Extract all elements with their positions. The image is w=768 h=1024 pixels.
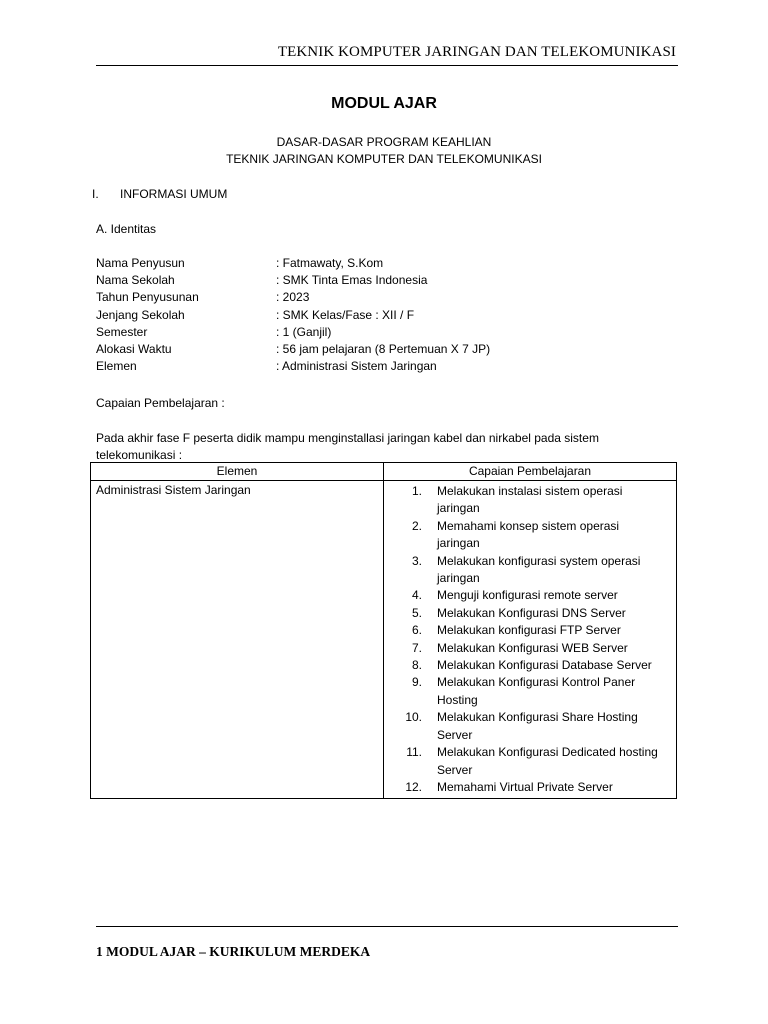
identitas-row bbox=[96, 359, 596, 376]
list-item bbox=[389, 657, 671, 674]
list-item-text: Melakukan Konfigurasi Share Hosting Server bbox=[437, 710, 638, 742]
page-header-title: TEKNIK KOMPUTER JARINGAN DAN TELEKOMUNIKASI bbox=[277, 44, 676, 60]
identitas-label: Nama Penyusun bbox=[96, 256, 185, 270]
identitas-heading: A. Identitas bbox=[96, 222, 157, 236]
identitas-value: : Administrasi Sistem Jaringan bbox=[276, 359, 437, 374]
list-item-text: Menguji konfigurasi remote server bbox=[437, 588, 618, 603]
capaian-intro: Pada akhir fase F peserta didik mampu menginstallasi jaringan kabel dan nirkabel pada sistem telekomunikasi : bbox=[96, 431, 599, 462]
list-item-number: 8. bbox=[411, 658, 422, 673]
list-item bbox=[389, 605, 671, 622]
identitas-value: : SMK Tinta Emas Indonesia bbox=[276, 273, 428, 288]
list-item-text: Melakukan konfigurasi system operasi jaringan bbox=[437, 553, 641, 586]
list-item bbox=[389, 640, 671, 657]
document-subtitle-line-1: DASAR-DASAR PROGRAM KEAHLIAN bbox=[276, 135, 492, 149]
section-title: INFORMASI UMUM bbox=[120, 187, 228, 201]
list-item-number: 12. bbox=[405, 779, 422, 794]
list-item bbox=[389, 553, 671, 588]
table-header-row bbox=[91, 463, 677, 481]
identitas-label: Nama Sekolah bbox=[96, 273, 175, 288]
list-item-text: Memahami konsep sistem operasi jaringan bbox=[437, 518, 620, 551]
list-item-number: 2. bbox=[411, 518, 422, 533]
list-item-number: 6. bbox=[411, 623, 422, 638]
list-item bbox=[389, 587, 671, 604]
identitas-row bbox=[96, 273, 596, 290]
footer-divider bbox=[96, 926, 678, 927]
list-item bbox=[389, 674, 671, 709]
list-item-number: 3. bbox=[411, 553, 422, 568]
list-item-text: Memahami Virtual Private Server bbox=[437, 779, 613, 794]
identitas-label: Elemen bbox=[96, 359, 137, 374]
list-item-text: Melakukan Konfigurasi Dedicated hosting Server bbox=[437, 745, 658, 777]
list-item bbox=[389, 518, 671, 553]
section-number: I. bbox=[92, 187, 99, 201]
list-item-text: Melakukan Konfigurasi Kontrol Paner Hosting bbox=[437, 675, 636, 707]
list-item bbox=[389, 483, 671, 518]
document-title: MODUL AJAR bbox=[331, 95, 437, 112]
identitas-label: Alokasi Waktu bbox=[96, 342, 172, 356]
identitas-value: : 2023 bbox=[276, 290, 310, 305]
identitas-row bbox=[96, 342, 596, 359]
capaian-table bbox=[90, 462, 677, 799]
identitas-label: Jenjang Sekolah bbox=[96, 307, 185, 322]
document-subtitle-line-2: TEKNIK JARINGAN KOMPUTER DAN TELEKOMUNIKASI bbox=[226, 152, 542, 166]
table-cell-capaian bbox=[384, 481, 677, 799]
identitas-value: : Fatmawaty, S.Kom bbox=[276, 256, 384, 270]
page-footer: 1 MODUL AJAR – KURIKULUM MERDEKA bbox=[96, 944, 371, 959]
table-header-capaian: Capaian Pembelajaran bbox=[384, 463, 677, 481]
header-divider bbox=[96, 65, 678, 66]
list-item bbox=[389, 709, 671, 744]
identitas-row bbox=[96, 256, 596, 273]
list-item-number: 10. bbox=[405, 710, 422, 725]
list-item-number: 4. bbox=[411, 588, 422, 603]
table-row bbox=[91, 481, 677, 799]
list-item-number: 1. bbox=[411, 484, 422, 498]
list-item-text: Melakukan Konfigurasi Database Server bbox=[437, 658, 652, 673]
list-item-number: 5. bbox=[411, 605, 422, 620]
list-item-text: Melakukan Konfigurasi WEB Server bbox=[437, 640, 628, 655]
capaian-heading: Capaian Pembelajaran : bbox=[96, 396, 225, 410]
table-header-elemen: Elemen bbox=[91, 463, 384, 481]
identitas-row bbox=[96, 308, 596, 325]
list-item-text: Melakukan Konfigurasi DNS Server bbox=[437, 605, 626, 620]
list-item bbox=[389, 744, 671, 779]
list-item-number: 7. bbox=[411, 640, 422, 655]
identitas-value: : 1 (Ganjil) bbox=[276, 324, 332, 339]
identitas-value: : SMK Kelas/Fase : XII / F bbox=[276, 307, 415, 322]
identitas-label: Semester bbox=[96, 324, 148, 339]
identitas-row bbox=[96, 325, 596, 342]
table-cell-elemen: Administrasi Sistem Jaringan bbox=[91, 481, 384, 799]
list-item-text: Melakukan konfigurasi FTP Server bbox=[437, 623, 621, 638]
list-item-number: 9. bbox=[411, 675, 422, 690]
identitas-value: : 56 jam pelajaran (8 Pertemuan X 7 JP) bbox=[276, 342, 491, 356]
identitas-label: Tahun Penyusunan bbox=[96, 290, 199, 305]
capaian-list bbox=[389, 483, 671, 796]
list-item bbox=[389, 779, 671, 796]
identitas-row bbox=[96, 290, 596, 307]
list-item-text: Melakukan instalasi sistem operasi jaringan bbox=[437, 484, 623, 516]
list-item-number: 11. bbox=[406, 745, 422, 760]
list-item bbox=[389, 622, 671, 639]
